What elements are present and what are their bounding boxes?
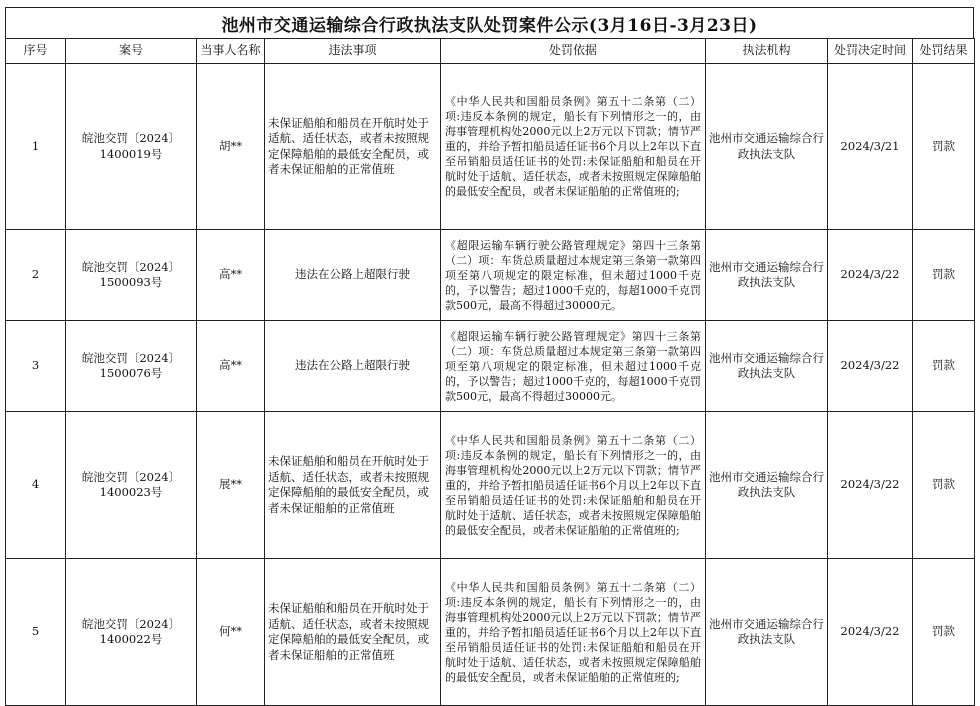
table-row [6,412,975,559]
row-no: 4 [6,412,66,559]
table-row [6,321,975,412]
case-number-suffix: 1400019号 [99,146,163,161]
case-number-prefix: 皖池交罚〔2024〕 [81,350,181,365]
violation-text: 违法在公路上超限行驶 [265,321,441,412]
penalty-table [5,38,975,706]
penalty-basis-text: 《中华人民共和国船员条例》第五十二条第（二）项:违反本条例的规定，船长有下列情形之一的，由海事管理机构处2000元以上2万元以下罚款；情节严重的，并给予暂扣船员适任证书6个月以上2年以下直至吊销船员适任证书的处罚:未保证船舶和船员在开航时处于适航、适任状态，或者未按照规定保障船舶的最低安全配员，或者未保证船舶的正常值班的; [441,412,706,559]
penalty-notice-sheet [5,7,974,706]
header-result: 处罚结果 [913,39,975,64]
penalty-basis-text: 《中华人民共和国船员条例》第五十二条第（二）项:违反本条例的规定，船长有下列情形之一的，由海事管理机构处2000元以上2万元以下罚款；情节严重的，并给予暂扣船员适任证书6个月以上2年以下直至吊销船员适任证书的处罚:未保证船舶和船员在开航时处于适航、适任状态，或者未按照规定保障船舶的最低安全配员，或者未保证船舶的正常值班的; [441,64,706,230]
penalty-basis-text: 《超限运输车辆行驶公路管理规定》第四十三条第（二）项：车货总质量超过本规定第三条第一款第四项至第八项规定的限定标准，但未超过1000千克的，予以警告；超过1000千克的，每超1000千克罚款500元，最高不得超过30000元。 [441,321,706,412]
party-name: 展** [197,412,265,559]
violation-text: 未保证船舶和船员在开航时处于适航、适任状态，或者未按照规定保障船舶的最低安全配员，或者未保证船舶的正常值班 [265,64,441,230]
penalty-basis-text: 《中华人民共和国船员条例》第五十二条第（二）项:违反本条例的规定，船长有下列情形之一的，由海事管理机构处2000元以上2万元以下罚款；情节严重的，并给予暂扣船员适任证书6个月以上2年以下直至吊销船员适任证书的处罚:未保证船舶和船员在开航时处于适航、适任状态，或者未按照规定保障船舶的最低安全配员，或者未保证船舶的正常值班的; [441,559,706,706]
row-no: 3 [6,321,66,412]
case-number-prefix: 皖池交罚〔2024〕 [81,616,181,631]
header-basis: 处罚依据 [441,39,706,64]
row-no: 5 [6,559,66,706]
case-number-suffix: 1400023号 [99,485,163,499]
penalty-basis-text: 《超限运输车辆行驶公路管理规定》第四十三条第（二）项：车货总质量超过本规定第三条第一款第四项至第八项规定的限定标准，但未超过1000千克的，予以警告；超过1000千克的，每超1000千克罚款500元，最高不得超过30000元。 [441,230,706,321]
row-no: 2 [6,230,66,321]
table-row [6,559,975,706]
agency-name: 池州市交通运输综合行政执法支队 [706,64,828,230]
case-number-prefix: 皖池交罚〔2024〕 [81,131,181,145]
penalty-result: 罚款 [913,412,975,559]
decision-date: 2024/3/22 [828,230,913,321]
decision-date: 2024/3/21 [828,64,913,230]
party-name: 高** [197,321,265,412]
penalty-result: 罚款 [913,559,975,706]
case-number-cell [66,321,197,412]
case-number-suffix: 1500093号 [99,275,163,289]
header-agency: 执法机构 [706,39,828,64]
penalty-result: 罚款 [913,321,975,412]
table-header-row [6,39,975,64]
header-no: 序号 [6,39,66,64]
decision-date: 2024/3/22 [828,412,913,559]
violation-text: 未保证船舶和船员在开航时处于适航、适任状态，或者未按照规定保障船舶的最低安全配员，或者未保证船舶的正常值班 [265,559,441,706]
decision-date: 2024/3/22 [828,321,913,412]
table-row [6,64,975,230]
party-name: 高** [197,230,265,321]
agency-name: 池州市交通运输综合行政执法支队 [706,559,828,706]
case-number-cell [66,412,197,559]
violation-text: 未保证船舶和船员在开航时处于适航、适任状态，或者未按照规定保障船舶的最低安全配员，或者未保证船舶的正常值班 [265,412,441,559]
violation-text: 违法在公路上超限行驶 [265,230,441,321]
party-name: 胡** [197,64,265,230]
case-number-cell [66,559,197,706]
party-name: 何** [197,559,265,706]
header-party: 当事人名称 [197,39,265,64]
case-number-suffix: 1400022号 [99,632,163,646]
header-date: 处罚决定时间 [828,39,913,64]
agency-name: 池州市交通运输综合行政执法支队 [706,321,828,412]
row-no: 1 [6,64,66,230]
decision-date: 2024/3/22 [828,559,913,706]
case-number-prefix: 皖池交罚〔2024〕 [81,259,181,274]
agency-name: 池州市交通运输综合行政执法支队 [706,230,828,321]
page-title: 池州市交通运输综合行政执法支队处罚案件公示(3月16日-3月23日) [5,7,974,38]
case-number-suffix: 1500076号 [99,366,163,380]
case-number-prefix: 皖池交罚〔2024〕 [81,469,181,484]
table-row [6,230,975,321]
case-number-cell [66,230,197,321]
case-number-cell [66,64,197,230]
agency-name: 池州市交通运输综合行政执法支队 [706,412,828,559]
penalty-result: 罚款 [913,230,975,321]
penalty-result: 罚款 [913,64,975,230]
header-case-number: 案号 [66,39,197,64]
header-violation: 违法事项 [265,39,441,64]
